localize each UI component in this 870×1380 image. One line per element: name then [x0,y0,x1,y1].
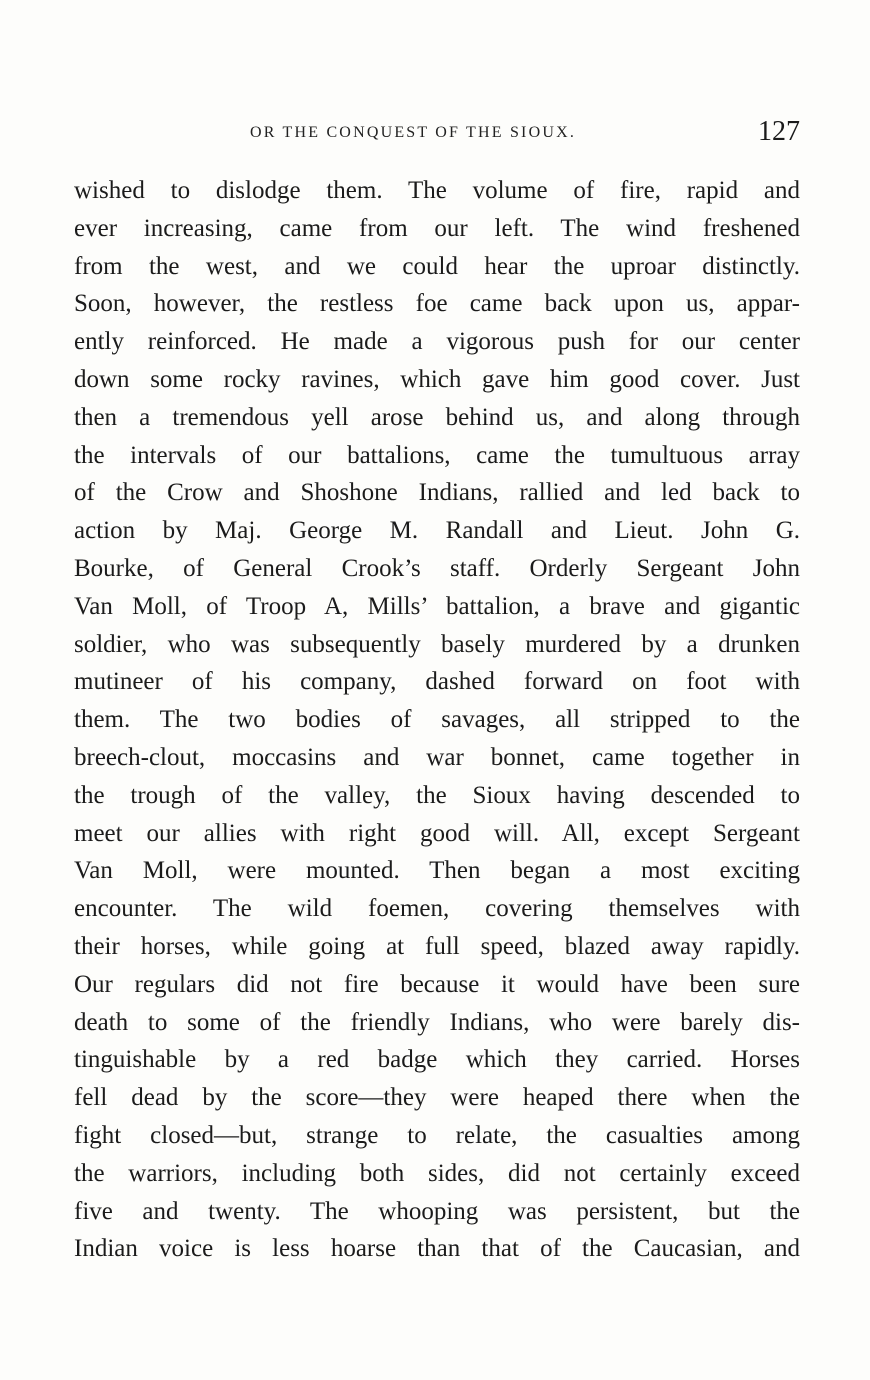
body-text [74,172,800,1268]
page-number: 127 [758,116,800,147]
text-line: the warriors, including both sides, did not certainly exceed [74,1159,800,1187]
text-line: from the west, and we could hear the uproar distinctly. [74,252,800,280]
running-title: OR THE CONQUEST OF THE SIOUX. [250,124,577,141]
text-line: tinguishable by a red badge which they carried. Horses [74,1046,800,1074]
text-line: ever increasing, came from our left. The wind freshened [74,214,800,242]
text-line: their horses, while going at full speed, blazed away rapidly. [74,932,800,960]
text-line: encounter. The wild foemen, covering themselves with [74,895,800,923]
text-line: Van Moll, of Troop A, Mills’ battalion, a brave and gigantic [74,592,800,620]
running-header [74,116,800,156]
text-line: death to some of the friendly Indians, who were barely dis- [74,1008,800,1036]
text-line: fight closed—but, strange to relate, the casualties among [74,1121,800,1149]
text-line: mutineer of his company, dashed forward on foot with [74,668,800,696]
text-line: the intervals of our battalions, came the tumultuous array [74,441,800,469]
text-line: then a tremendous yell arose behind us, and along through [74,403,800,431]
text-line: ently reinforced. He made a vigorous push for our center [74,328,800,356]
text-line: Van Moll, were mounted. Then began a most exciting [74,857,800,885]
text-line: meet our allies with right good will. All, except Sergeant [74,819,800,847]
text-line: of the Crow and Shoshone Indians, rallied and led back to [74,479,800,507]
text-line: wished to dislodge them. The volume of fire, rapid and [74,177,800,204]
text-line: the trough of the valley, the Sioux having descended to [74,781,800,809]
text-line: Bourke, of General Crook’s staff. Orderly Sergeant John [74,554,800,582]
text-line: them. The two bodies of savages, all stripped to the [74,706,800,734]
text-line: Our regulars did not fire because it would have been sure [74,970,800,998]
text-line: soldier, who was subsequently basely murdered by a drunken [74,630,800,658]
text-line: down some rocky ravines, which gave him good cover. Just [74,365,800,393]
text-line: five and twenty. The whooping was persistent, but the [74,1197,800,1225]
text-line: breech-clout, moccasins and war bonnet, came together in [74,743,800,771]
text-line: Indian voice is less hoarse than that of the Caucasian, and [74,1235,800,1263]
text-line: Soon, however, the restless foe came back upon us, appar- [74,290,800,318]
text-line: fell dead by the score—they were heaped there when the [74,1084,800,1112]
text-line: action by Maj. George M. Randall and Lieut. John G. [74,517,800,545]
